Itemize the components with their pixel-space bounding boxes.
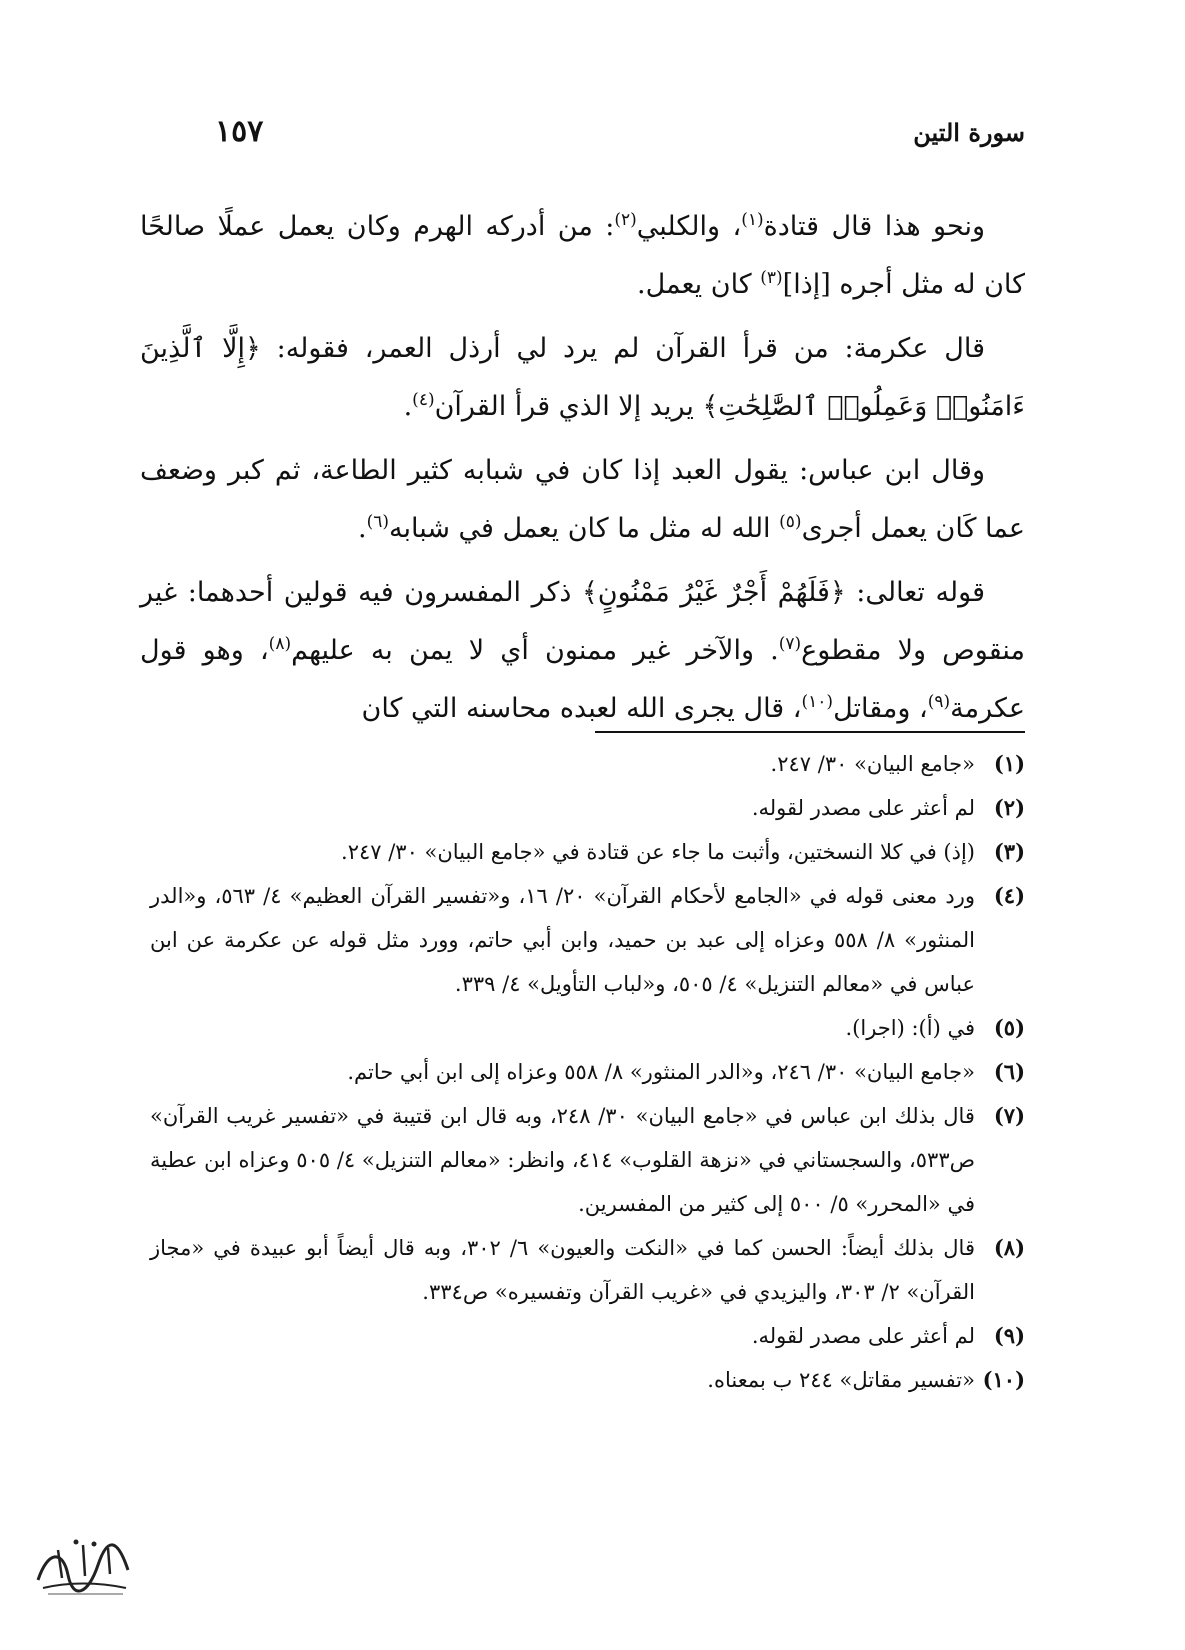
footnote-text: «تفسير مقاتل» ٢٤٤ ب بمعناه. bbox=[707, 1368, 975, 1392]
body-text-segment: . bbox=[357, 513, 367, 544]
footnote-reference[interactable]: (٣) bbox=[760, 268, 783, 288]
footnote-reference[interactable]: (٨) bbox=[268, 634, 292, 654]
footnote-number: (٩) bbox=[993, 1323, 1025, 1348]
body-text-segment: كان يعمل. bbox=[636, 269, 761, 300]
body-text-segment: ، وهو قول عكرمة bbox=[140, 635, 1025, 724]
footnote-text: قال بذلك أيضاً: الحسن كما في «النكت والعيون» ٦/ ٣٠٢، وبه قال أيضاً أبو عبيدة في «مجاز القرآن» ٢/ ٣٠٣، واليزيدي في «غريب القرآن وتفسيره» ص٣٣٤. bbox=[150, 1236, 975, 1304]
footnote-reference[interactable]: (٥) bbox=[779, 512, 802, 532]
body-text-segment: . والآخر غير ممنون أي لا يمن به عليهم bbox=[291, 635, 779, 666]
page-number: ١٥٧ bbox=[215, 114, 264, 149]
footnote-number: (٦) bbox=[993, 1059, 1025, 1084]
body-text-segment: قال عكرمة: من قرأ القرآن لم يرد لي أرذل العمر، فقوله: ﴿إِلَّا ٱلَّذِينَ ءَامَنُوا۟ وَعَمِلُوا۟ ٱلصَّٰلِحَٰتِ﴾ يريد إلا الذي قرأ القرآن bbox=[140, 333, 1025, 422]
body-text-segment: ، ومقاتل bbox=[833, 693, 928, 724]
footnote-reference[interactable]: (٢) bbox=[614, 210, 637, 230]
footnote-text: «جامع البيان» ٣٠/ ٢٤٦، و«الدر المنثور» ٨/ ٥٥٨ وعزاه إلى ابن أبي حاتم. bbox=[347, 1060, 975, 1084]
footnote-item bbox=[150, 1050, 1025, 1094]
footnote-number: (٢) bbox=[993, 795, 1025, 820]
footnote-item bbox=[150, 1006, 1025, 1050]
footnote-number: (٣) bbox=[993, 839, 1025, 864]
footnote-number: (٨) bbox=[993, 1235, 1025, 1260]
body-paragraph bbox=[140, 442, 1025, 558]
footnote-reference[interactable]: (٤) bbox=[412, 390, 435, 410]
body-text-segment: الله له مثل ما كان يعمل في شبابه bbox=[388, 513, 780, 544]
body-paragraph bbox=[140, 320, 1025, 436]
footnote-divider bbox=[595, 731, 1025, 733]
surah-name: سورة التين bbox=[913, 118, 1025, 147]
footnote-text: في (أ): (اجرا). bbox=[845, 1016, 975, 1040]
footnote-text: قال بذلك ابن عباس في «جامع البيان» ٣٠/ ٢٤٨، وبه قال ابن قتيبة في «تفسير غريب القرآن» ص٥٣٣، والسجستاني في «نزهة القلوب» ٤١٤، وانظر: «معالم التنزيل» ٤/ ٥٠٥ وعزاه ابن عطية في «المحرر» ٥/ ٥٠٠ إلى كثير من المفسرين. bbox=[150, 1104, 975, 1216]
footnote-text: لم أعثر على مصدر لقوله. bbox=[751, 796, 975, 820]
footnote-reference[interactable]: (١) bbox=[741, 210, 764, 230]
footnote-text: «جامع البيان» ٣٠/ ٢٤٧. bbox=[770, 752, 975, 776]
body-text-segment: قوله تعالى: ﴿فَلَهُمْ أَجْرٌ غَيْرُ مَمْنُونٍ﴾ ذكر المفسرون فيه قولين أحدهما: غير منقوص ولا مقطوع bbox=[140, 577, 1026, 666]
footnote-item bbox=[150, 742, 1025, 786]
footnote-item bbox=[150, 830, 1025, 874]
body-paragraph bbox=[140, 564, 1025, 738]
footnote-number: (٤) bbox=[993, 883, 1025, 908]
footnote-text: (إذ) في كلا النسختين، وأثبت ما جاء عن قتادة في «جامع البيان» ٣٠/ ٢٤٧. bbox=[341, 840, 975, 864]
footnote-item bbox=[150, 786, 1025, 830]
footnotes-list bbox=[150, 742, 1025, 1402]
footnote-reference[interactable]: (٧) bbox=[778, 634, 802, 654]
footnote-number: (١) bbox=[993, 751, 1025, 776]
calligraphy-stamp-icon bbox=[28, 1530, 138, 1600]
footnote-item bbox=[150, 1314, 1025, 1358]
footnote-item bbox=[150, 1094, 1025, 1226]
footnote-text: ورد معنى قوله في «الجامع لأحكام القرآن» ٢٠/ ١٦، و«تفسير القرآن العظيم» ٤/ ٥٦٣، و«الدر المنثور» ٨/ ٥٥٨ وعزاه إلى عبد بن حميد، وابن أبي حاتم، وورد مثل قوله عن عكرمة عن ابن عباس في «معالم التنزيل» ٤/ ٥٠٥، و«لباب التأويل» ٤/ ٣٣٩. bbox=[150, 884, 975, 996]
footnote-number: (١٠) bbox=[982, 1367, 1025, 1392]
body-text-segment: . bbox=[403, 391, 413, 422]
main-text bbox=[140, 198, 1025, 744]
footnote-item bbox=[150, 1358, 1025, 1402]
footnote-reference[interactable]: (١٠) bbox=[801, 692, 834, 712]
footnote-item bbox=[150, 874, 1025, 1006]
body-text-segment: : من أدركه الهرم وكان يعمل عملًا صالحًا كان له مثل أجره [إذا] bbox=[140, 211, 1025, 300]
footnote-reference[interactable]: (٦) bbox=[366, 512, 389, 532]
body-text-segment: وقال ابن عباس: يقول العبد إذا كان في شبابه كثير الطاعة، ثم كبر وضعف عما كَان يعمل أجرى bbox=[140, 455, 1025, 544]
footnote-text: لم أعثر على مصدر لقوله. bbox=[751, 1324, 975, 1348]
page-header bbox=[215, 114, 1025, 158]
body-paragraph bbox=[140, 198, 1025, 314]
footnote-reference[interactable]: (٩) bbox=[927, 692, 951, 712]
body-text-segment: ونحو هذا قال قتادة bbox=[763, 211, 985, 242]
footnote-number: (٥) bbox=[993, 1015, 1025, 1040]
body-text-segment: ، قال يجرى الله لعبده محاسنه التي كان bbox=[361, 693, 802, 724]
footnote-item bbox=[150, 1226, 1025, 1314]
body-text-segment: ، والكلبي bbox=[636, 211, 742, 242]
footnote-number: (٧) bbox=[993, 1103, 1025, 1128]
